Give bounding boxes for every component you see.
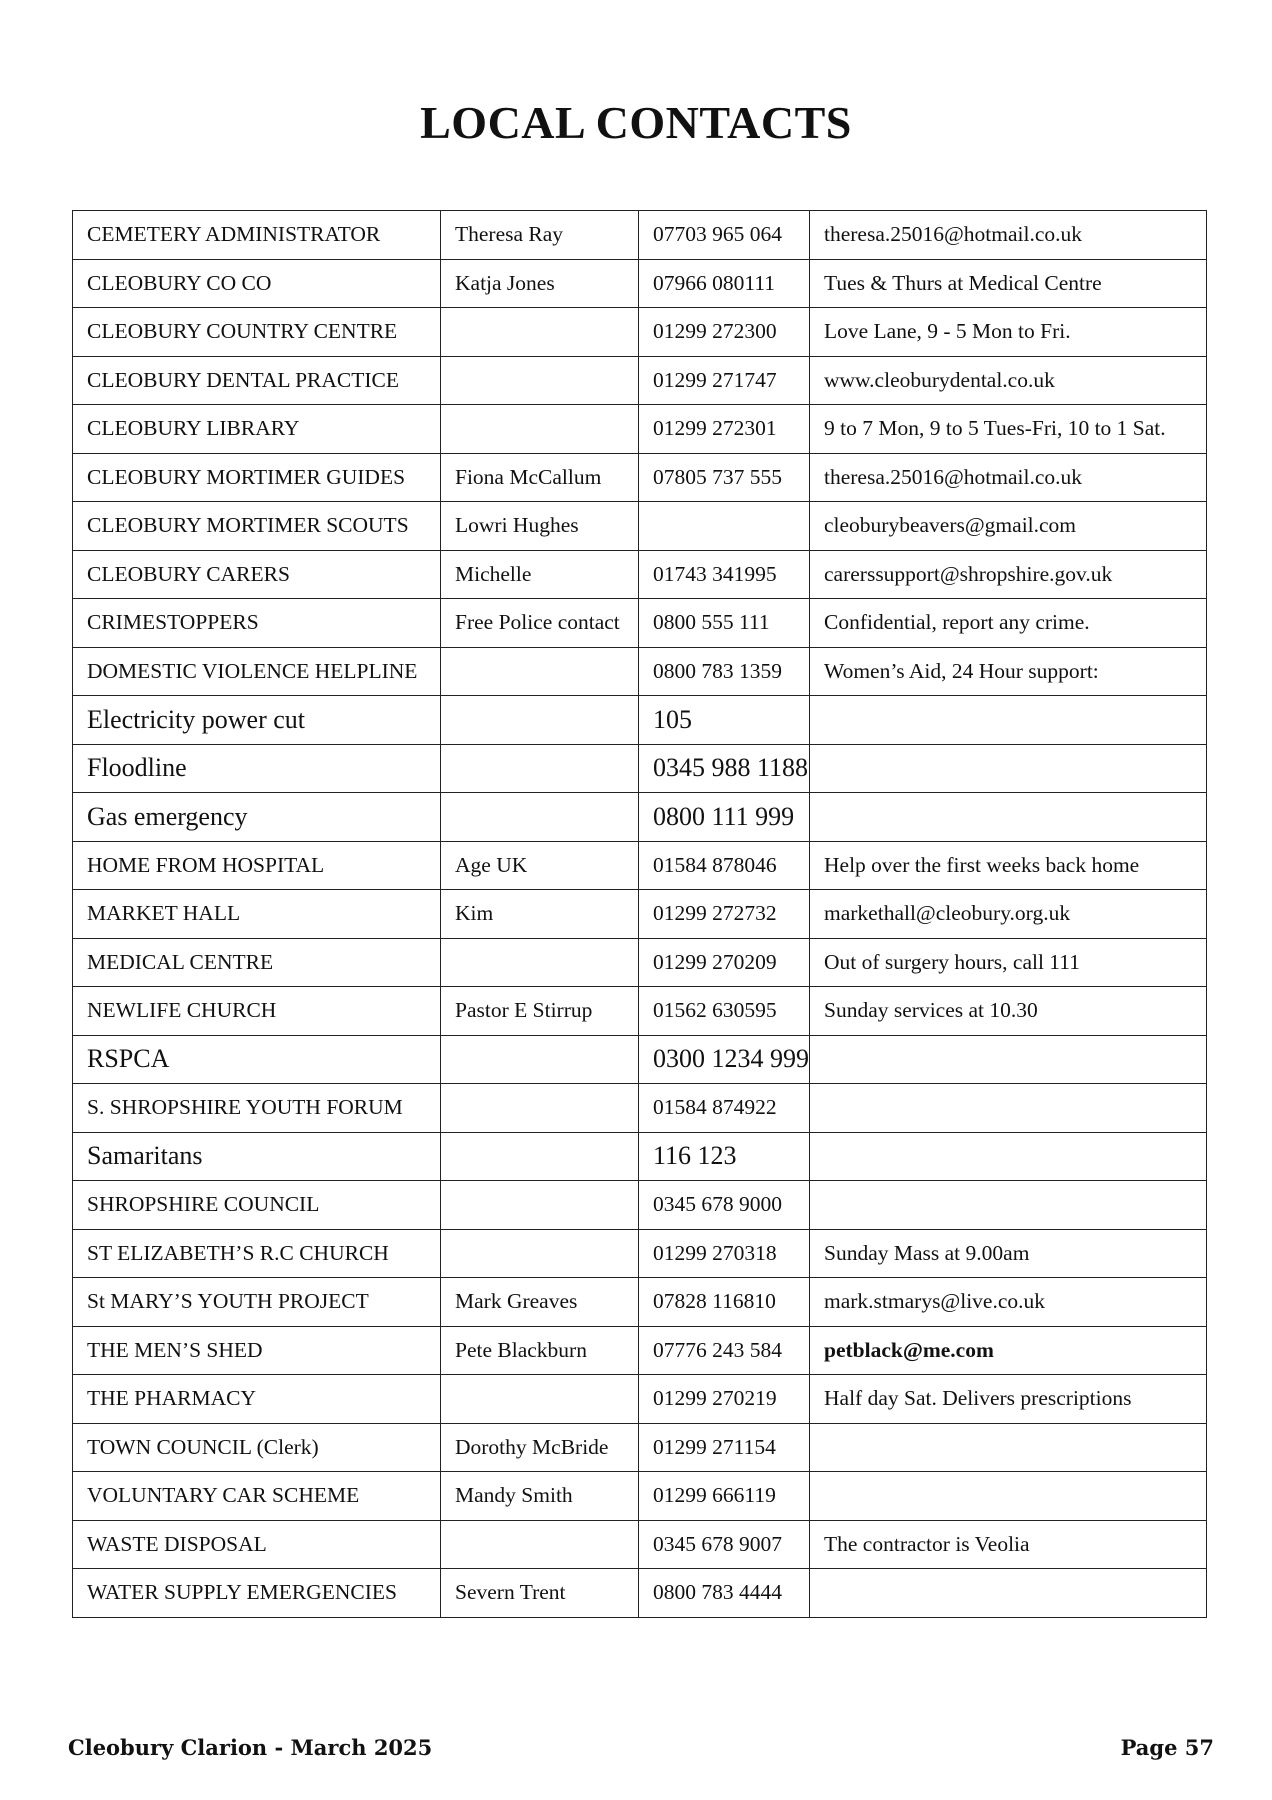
- contact-phone: 01299 270219: [639, 1375, 810, 1424]
- contact-note: [810, 1472, 1207, 1521]
- contacts-table-body: [73, 211, 1207, 1618]
- table-row: [73, 1520, 1207, 1569]
- contact-organisation: HOME FROM HOSPITAL: [73, 841, 441, 890]
- table-row: [73, 259, 1207, 308]
- table-row: [73, 793, 1207, 842]
- contact-person: Theresa Ray: [441, 211, 639, 260]
- contact-person: [441, 1181, 639, 1230]
- contact-organisation: CRIMESTOPPERS: [73, 599, 441, 648]
- contact-organisation: St MARY’S YOUTH PROJECT: [73, 1278, 441, 1327]
- contact-organisation: TOWN COUNCIL (Clerk): [73, 1423, 441, 1472]
- contact-note: Love Lane, 9 - 5 Mon to Fri.: [810, 308, 1207, 357]
- contact-person: Lowri Hughes: [441, 502, 639, 551]
- table-row: [73, 502, 1207, 551]
- contact-person: Pete Blackburn: [441, 1326, 639, 1375]
- footer-publication: Cleobury Clarion - March 2025: [68, 1735, 433, 1760]
- contact-person: [441, 308, 639, 357]
- table-row: [73, 1035, 1207, 1084]
- contacts-table: [72, 210, 1207, 1618]
- contact-organisation: Gas emergency: [73, 793, 441, 842]
- contact-phone: 0345 678 9000: [639, 1181, 810, 1230]
- contact-phone: 0800 783 4444: [639, 1569, 810, 1618]
- contact-organisation: Electricity power cut: [73, 696, 441, 745]
- contact-organisation: NEWLIFE CHURCH: [73, 987, 441, 1036]
- contact-phone: 01299 666119: [639, 1472, 810, 1521]
- contact-note: carerssupport@shropshire.gov.uk: [810, 550, 1207, 599]
- table-row: [73, 890, 1207, 939]
- contact-note: [810, 1084, 1207, 1133]
- contact-note: [810, 744, 1207, 793]
- contact-note: theresa.25016@hotmail.co.uk: [810, 211, 1207, 260]
- contact-note: 9 to 7 Mon, 9 to 5 Tues-Fri, 10 to 1 Sat.: [810, 405, 1207, 454]
- contact-phone: 0800 555 111: [639, 599, 810, 648]
- contact-organisation: MEDICAL CENTRE: [73, 938, 441, 987]
- contact-organisation: MARKET HALL: [73, 890, 441, 939]
- contact-person: Michelle: [441, 550, 639, 599]
- contact-organisation: ST ELIZABETH’S R.C CHURCH: [73, 1229, 441, 1278]
- contact-phone: 0345 988 1188: [639, 744, 810, 793]
- contact-organisation: CLEOBURY DENTAL PRACTICE: [73, 356, 441, 405]
- contact-organisation: CLEOBURY MORTIMER SCOUTS: [73, 502, 441, 551]
- contact-organisation: CEMETERY ADMINISTRATOR: [73, 211, 441, 260]
- contact-organisation: Floodline: [73, 744, 441, 793]
- contact-person: [441, 696, 639, 745]
- contact-person: Age UK: [441, 841, 639, 890]
- contact-phone: 0800 111 999: [639, 793, 810, 842]
- contact-person: Kim: [441, 890, 639, 939]
- contact-note: Half day Sat. Delivers prescriptions: [810, 1375, 1207, 1424]
- contact-organisation: THE MEN’S SHED: [73, 1326, 441, 1375]
- contact-note: petblack@me.com: [810, 1326, 1207, 1375]
- contact-note: Confidential, report any crime.: [810, 599, 1207, 648]
- table-row: [73, 211, 1207, 260]
- contact-person: [441, 1035, 639, 1084]
- contact-person: Severn Trent: [441, 1569, 639, 1618]
- table-row: [73, 744, 1207, 793]
- contact-note: cleoburybeavers@gmail.com: [810, 502, 1207, 551]
- contact-note: [810, 1132, 1207, 1181]
- contact-phone: 01584 878046: [639, 841, 810, 890]
- contact-phone: 01299 272300: [639, 308, 810, 357]
- contact-organisation: S. SHROPSHIRE YOUTH FORUM: [73, 1084, 441, 1133]
- table-row: [73, 1472, 1207, 1521]
- table-row: [73, 1132, 1207, 1181]
- contact-person: [441, 1520, 639, 1569]
- contact-note: www.cleoburydental.co.uk: [810, 356, 1207, 405]
- contact-phone: 07966 080111: [639, 259, 810, 308]
- contact-note: [810, 1569, 1207, 1618]
- contact-note: The contractor is Veolia: [810, 1520, 1207, 1569]
- contact-organisation: CLEOBURY COUNTRY CENTRE: [73, 308, 441, 357]
- table-row: [73, 1569, 1207, 1618]
- contact-note: Help over the first weeks back home: [810, 841, 1207, 890]
- table-row: [73, 696, 1207, 745]
- contact-person: [441, 356, 639, 405]
- contact-phone: 01743 341995: [639, 550, 810, 599]
- contact-note: Out of surgery hours, call 111: [810, 938, 1207, 987]
- contact-organisation: SHROPSHIRE COUNCIL: [73, 1181, 441, 1230]
- contact-phone: 0300 1234 999: [639, 1035, 810, 1084]
- table-row: [73, 1326, 1207, 1375]
- table-row: [73, 987, 1207, 1036]
- table-row: [73, 938, 1207, 987]
- table-row: [73, 1229, 1207, 1278]
- footer-page-number: Page 57: [1120, 1735, 1214, 1760]
- contact-person: [441, 1229, 639, 1278]
- contact-person: [441, 647, 639, 696]
- contact-phone: 07776 243 584: [639, 1326, 810, 1375]
- contact-note: [810, 793, 1207, 842]
- contact-phone: 01299 272732: [639, 890, 810, 939]
- contact-phone: 01299 272301: [639, 405, 810, 454]
- contact-person: Fiona McCallum: [441, 453, 639, 502]
- contact-note: Women’s Aid, 24 Hour support:: [810, 647, 1207, 696]
- table-row: [73, 453, 1207, 502]
- contact-organisation: CLEOBURY CARERS: [73, 550, 441, 599]
- table-row: [73, 1278, 1207, 1327]
- table-row: [73, 1084, 1207, 1133]
- contact-phone: 01299 271154: [639, 1423, 810, 1472]
- contact-note: Tues & Thurs at Medical Centre: [810, 259, 1207, 308]
- contact-note: theresa.25016@hotmail.co.uk: [810, 453, 1207, 502]
- contact-phone: 116 123: [639, 1132, 810, 1181]
- contact-person: Katja Jones: [441, 259, 639, 308]
- contact-person: [441, 793, 639, 842]
- contact-note: markethall@cleobury.org.uk: [810, 890, 1207, 939]
- contact-organisation: CLEOBURY LIBRARY: [73, 405, 441, 454]
- table-row: [73, 308, 1207, 357]
- contact-phone: 01584 874922: [639, 1084, 810, 1133]
- table-row: [73, 647, 1207, 696]
- contact-phone: 07703 965 064: [639, 211, 810, 260]
- contact-phone: 0800 783 1359: [639, 647, 810, 696]
- table-row: [73, 1375, 1207, 1424]
- contact-note: [810, 1035, 1207, 1084]
- contact-person: Mandy Smith: [441, 1472, 639, 1521]
- table-row: [73, 356, 1207, 405]
- contact-phone: 01299 270209: [639, 938, 810, 987]
- contact-organisation: THE PHARMACY: [73, 1375, 441, 1424]
- contact-note: [810, 1423, 1207, 1472]
- contact-phone: 0345 678 9007: [639, 1520, 810, 1569]
- contact-person: [441, 938, 639, 987]
- contact-organisation: Samaritans: [73, 1132, 441, 1181]
- contact-note: [810, 696, 1207, 745]
- table-row: [73, 1181, 1207, 1230]
- contact-organisation: RSPCA: [73, 1035, 441, 1084]
- contact-organisation: CLEOBURY MORTIMER GUIDES: [73, 453, 441, 502]
- table-row: [73, 405, 1207, 454]
- contact-person: [441, 1375, 639, 1424]
- table-row: [73, 1423, 1207, 1472]
- contact-person: [441, 405, 639, 454]
- contact-organisation: CLEOBURY CO CO: [73, 259, 441, 308]
- contact-person: [441, 1084, 639, 1133]
- contact-phone: [639, 502, 810, 551]
- page-title: LOCAL CONTACTS: [420, 97, 852, 148]
- table-row: [73, 550, 1207, 599]
- contact-person: Mark Greaves: [441, 1278, 639, 1327]
- contact-person: [441, 744, 639, 793]
- contact-phone: 105: [639, 696, 810, 745]
- contact-phone: 07805 737 555: [639, 453, 810, 502]
- contact-person: Free Police contact: [441, 599, 639, 648]
- contact-note: Sunday services at 10.30: [810, 987, 1207, 1036]
- contact-note: Sunday Mass at 9.00am: [810, 1229, 1207, 1278]
- table-row: [73, 841, 1207, 890]
- contact-organisation: DOMESTIC VIOLENCE HELPLINE: [73, 647, 441, 696]
- contact-phone: 07828 116810: [639, 1278, 810, 1327]
- contact-organisation: WASTE DISPOSAL: [73, 1520, 441, 1569]
- contact-person: [441, 1132, 639, 1181]
- contact-note: mark.stmarys@live.co.uk: [810, 1278, 1207, 1327]
- contact-phone: 01299 270318: [639, 1229, 810, 1278]
- contact-phone: 01562 630595: [639, 987, 810, 1036]
- contact-person: Dorothy McBride: [441, 1423, 639, 1472]
- contact-phone: 01299 271747: [639, 356, 810, 405]
- contact-note: [810, 1181, 1207, 1230]
- table-row: [73, 599, 1207, 648]
- contact-organisation: VOLUNTARY CAR SCHEME: [73, 1472, 441, 1521]
- contact-person: Pastor E Stirrup: [441, 987, 639, 1036]
- contact-organisation: WATER SUPPLY EMERGENCIES: [73, 1569, 441, 1618]
